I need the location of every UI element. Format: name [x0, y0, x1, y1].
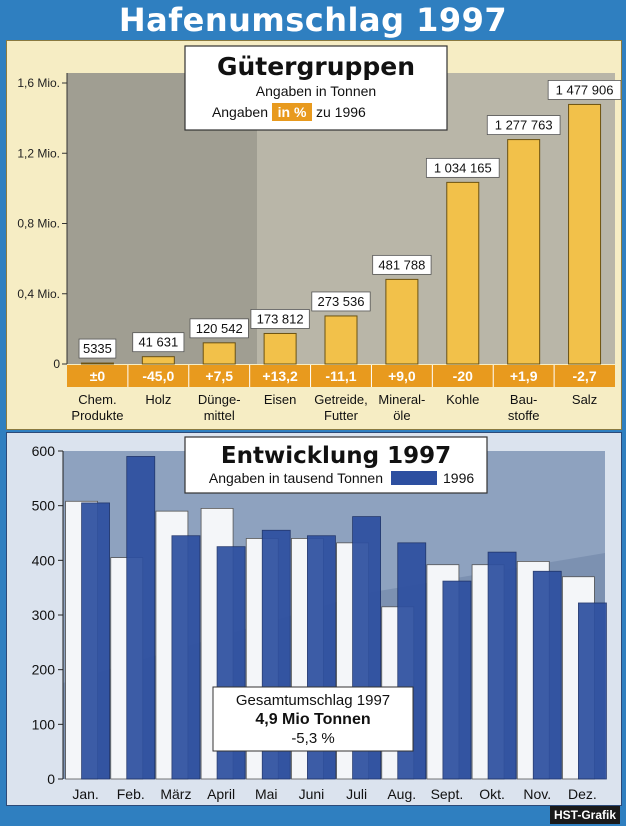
chart1-category-label: Holz [145, 392, 172, 407]
chart1-value-label: 481 788 [378, 257, 426, 273]
main-title: Hafenumschlag 1997 [118, 1, 508, 39]
chart2-bar-1996 [127, 456, 155, 779]
chart1-change-label: +13,2 [262, 368, 298, 384]
chart1-y-tick-label: 0,8 Mio. [17, 216, 60, 231]
chart1-y-tick-label: 1,2 Mio. [17, 146, 60, 161]
goods-groups-chart [7, 41, 621, 429]
chart2-category-label: Juli [346, 786, 368, 802]
chart1-bar [264, 333, 296, 364]
goods-groups-panel [6, 40, 622, 430]
chart2-category-label: Okt. [479, 786, 505, 802]
chart1-category-label: Kohle [446, 392, 480, 407]
chart1-y-tick-label: 0,4 Mio. [17, 286, 60, 301]
chart2-legend-label: 1996 [443, 470, 475, 486]
chart1-value-label: 1 034 165 [433, 160, 492, 176]
chart1-subtitle: Angaben in Tonnen [255, 83, 377, 99]
chart2-annotation-line-3: -5,3 % [291, 730, 335, 747]
chart2-category-label: Nov. [523, 786, 552, 802]
chart2-subtitle: Angaben in tausend Tonnen [208, 470, 383, 486]
chart1-subtitle-highlight: in % [277, 104, 307, 120]
chart2-category-label: Dez. [568, 786, 597, 802]
chart1-category-label: mittel [203, 408, 235, 423]
chart2-y-tick-label: 0 [47, 771, 55, 787]
chart1-subtitle-prefix: Angaben [211, 104, 268, 120]
chart1-value-label: 273 536 [317, 293, 365, 309]
chart1-change-label: -2,7 [572, 368, 597, 384]
chart1-y-tick-label: 1,6 Mio. [17, 76, 60, 90]
chart1-category-label: öle [393, 408, 411, 423]
chart1-change-label: ±0 [89, 368, 106, 384]
chart2-y-tick-label: 600 [31, 443, 55, 459]
chart1-y-tick-label: 0 [53, 357, 60, 371]
chart2-bar-1996 [443, 581, 471, 779]
chart1-change-label: +7,5 [205, 368, 234, 384]
chart1-category-label: Bau- [509, 392, 538, 407]
credit-label: HST-Grafik [550, 806, 620, 824]
chart2-category-label: März [160, 786, 192, 802]
chart2-annotation-line-1: Gesamtumschlag 1997 [235, 692, 391, 709]
chart2-title: Entwicklung 1997 [220, 443, 452, 469]
chart1-change-label: +1,9 [509, 368, 538, 384]
chart1-category-label: Produkte [71, 408, 124, 423]
chart1-change-label: -11,1 [325, 368, 357, 384]
chart2-category-label: Jan. [72, 786, 99, 802]
monthly-development-chart [7, 433, 621, 805]
chart1-category-label: Mineral- [378, 392, 426, 407]
chart1-change-label: -45,0 [142, 368, 175, 384]
chart2-y-tick-label: 500 [31, 497, 55, 514]
chart2-y-tick-label: 400 [31, 552, 55, 569]
chart1-category-label: Getreide, [314, 392, 368, 407]
chart2-bar-1996 [172, 536, 200, 779]
chart2-category-label: Juni [298, 786, 325, 802]
chart1-bar [81, 363, 113, 364]
chart2-bar-1996 [578, 603, 606, 779]
chart1-category-label: Dünge- [197, 392, 241, 407]
chart1-title: Gütergruppen [216, 52, 416, 81]
chart1-bar [386, 279, 418, 364]
chart1-change-label: +9,0 [388, 368, 416, 384]
chart1-value-label: 120 542 [195, 320, 243, 336]
chart1-value-label: 5335 [82, 341, 112, 357]
chart1-bar [203, 343, 235, 364]
chart1-bar [447, 182, 479, 364]
chart1-bar [142, 357, 174, 364]
chart1-value-label: 41 631 [138, 334, 179, 350]
chart1-value-label: 1 277 763 [494, 117, 553, 133]
chart2-annotation-line-2: 4,9 Mio Tonnen [255, 711, 371, 728]
chart2-bar-1996 [488, 552, 516, 779]
chart1-category-label: Chem. [78, 392, 117, 407]
chart2-y-tick-label: 100 [31, 716, 55, 733]
chart1-value-label: 173 812 [256, 311, 304, 327]
chart2-legend-swatch [391, 471, 437, 485]
chart2-bar-1996 [82, 503, 110, 779]
chart1-bar [508, 140, 540, 364]
chart2-category-label: Mai [254, 786, 278, 802]
chart2-y-tick-label: 200 [31, 661, 55, 678]
chart2-category-label: Sept. [430, 786, 464, 802]
chart2-category-label: Aug. [387, 786, 417, 802]
chart1-value-label: 1 477 906 [555, 82, 614, 98]
chart2-category-label: Feb. [116, 786, 145, 802]
chart1-category-label: stoffe [507, 408, 540, 423]
chart1-bar [569, 104, 601, 364]
chart1-category-label: Futter [324, 408, 358, 423]
monthly-development-panel [6, 432, 622, 806]
chart1-subtitle-suffix: zu 1996 [316, 104, 366, 120]
chart1-category-label: Salz [571, 392, 598, 407]
chart2-bar-1996 [533, 571, 561, 779]
chart1-change-label: -20 [452, 368, 473, 384]
chart1-bar [325, 316, 357, 364]
chart2-y-tick-label: 300 [31, 607, 55, 623]
chart2-category-label: April [207, 786, 236, 802]
chart1-category-label: Eisen [263, 392, 297, 407]
